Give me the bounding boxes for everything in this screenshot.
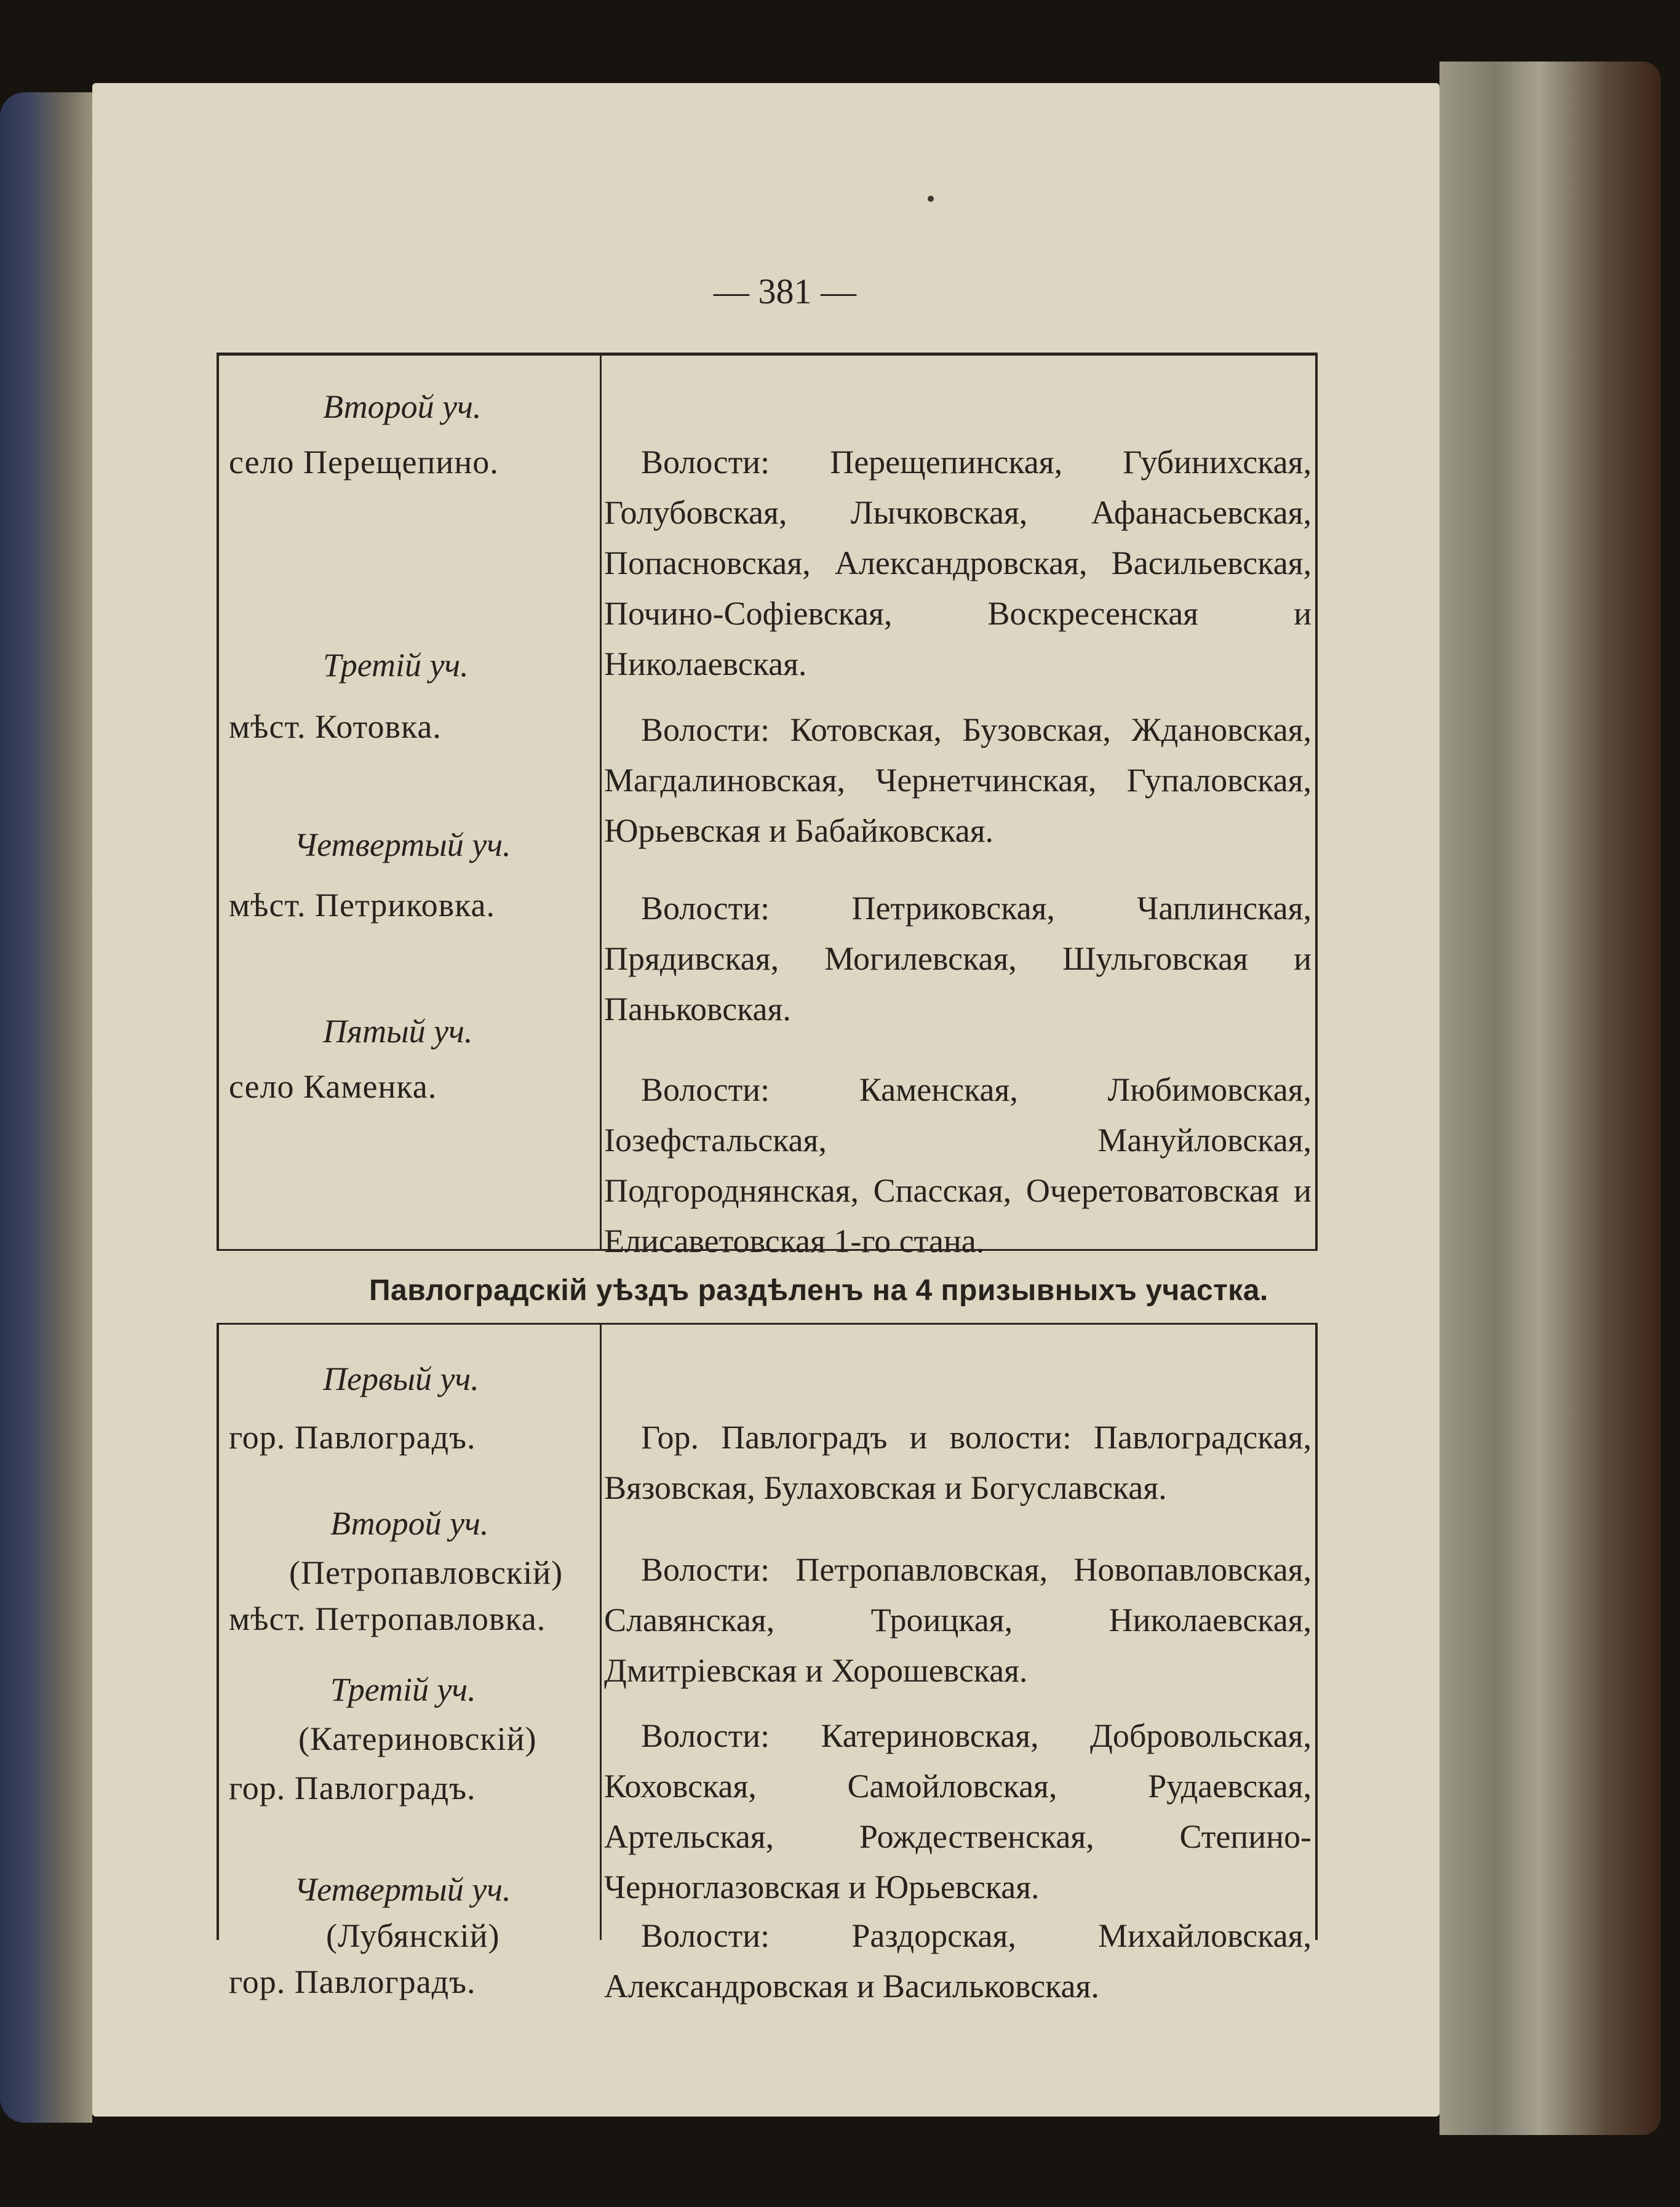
volost-list: Волости: Перещепинская, Губинихская, Голубовская, Лычковская, Афанасьевская, Попасновская, Александровская, Васильевская, Почино-Софіевская, Воскресенская и Николаевская. <box>604 444 1312 682</box>
division-label: Пятый уч. <box>323 1013 473 1050</box>
division-place: мѣст. Петриковка. <box>229 887 495 924</box>
division-label: Четвертый уч. <box>294 826 511 863</box>
division-label: Третій уч. <box>323 647 469 684</box>
table1-column-divider <box>600 356 602 1251</box>
division-label: Четвертый уч. <box>294 1871 511 1908</box>
division-label: Первый уч. <box>323 1360 479 1397</box>
volost-list: Волости: Катериновская, Добровольская, Коховская, Самойловская, Рудаевская, Артельская, Рождественская, Степино-Черноглазовская и Юрьевская. <box>604 1717 1312 1906</box>
table2-left-border <box>217 1325 219 1940</box>
division-place: мѣст. Котовка. <box>229 708 442 745</box>
ink-speck <box>928 196 934 202</box>
table1-left-border <box>217 356 219 1251</box>
table2-top-rule <box>217 1323 1318 1325</box>
volost-list: Волости: Петропавловская, Новопавловская, Славянская, Троицкая, Николаевская, Дмитріевская и Хорошевская. <box>604 1551 1312 1689</box>
division-label: Второй уч. <box>330 1505 489 1542</box>
table1-right-border <box>1315 356 1318 1251</box>
left-page-edge <box>0 92 92 2123</box>
page-number: — 381 — <box>714 271 856 311</box>
book-page-edges <box>1439 62 1661 2135</box>
division-place-note: (Лубянскій) <box>326 1917 500 1954</box>
volost-list: Гор. Павлоградъ и волости: Павлоградская, Вязовская, Булаховская и Богуславская. <box>604 1419 1312 1506</box>
table2-right-border <box>1315 1325 1318 1940</box>
table1-top-rule <box>217 353 1318 356</box>
volost-list: Волости: Раздорская, Михайловская, Александровская и Васильковская. <box>604 1917 1312 2005</box>
volost-list: Волости: Петриковская, Чаплинская, Прядивская, Могилевская, Шульговская и Паньковская. <box>604 890 1312 1028</box>
division-place: мѣст. Петропавловка. <box>229 1600 546 1637</box>
division-place: гор. Павлоградъ. <box>229 1963 476 2000</box>
division-place: село Перещепино. <box>229 444 499 481</box>
table2-column-divider <box>600 1325 602 1940</box>
volost-list: Волости: Каменская, Любимовская, Іозефстальская, Мануйловская, Подгороднянская, Спасская, Очеретоватовская и Елисаветовская 1-го стана. <box>604 1071 1312 1259</box>
division-place-note: (Катериновскій) <box>298 1720 537 1757</box>
division-label: Второй уч. <box>323 388 482 425</box>
division-place: село Каменка. <box>229 1068 437 1105</box>
section-heading: Павлоградскій уѣздъ раздѣленъ на 4 призывныхъ участка. <box>369 1274 1268 1307</box>
division-place-note: (Петропавловскій) <box>289 1554 563 1591</box>
division-label: Третій уч. <box>330 1671 476 1708</box>
division-place: гор. Павлоградъ. <box>229 1419 476 1456</box>
volost-list: Волости: Котовская, Бузовская, Ждановская, Магдалиновская, Чернетчинская, Гупаловская, Юрьевская и Бабайковская. <box>604 711 1312 849</box>
division-place: гор. Павлоградъ. <box>229 1770 476 1806</box>
